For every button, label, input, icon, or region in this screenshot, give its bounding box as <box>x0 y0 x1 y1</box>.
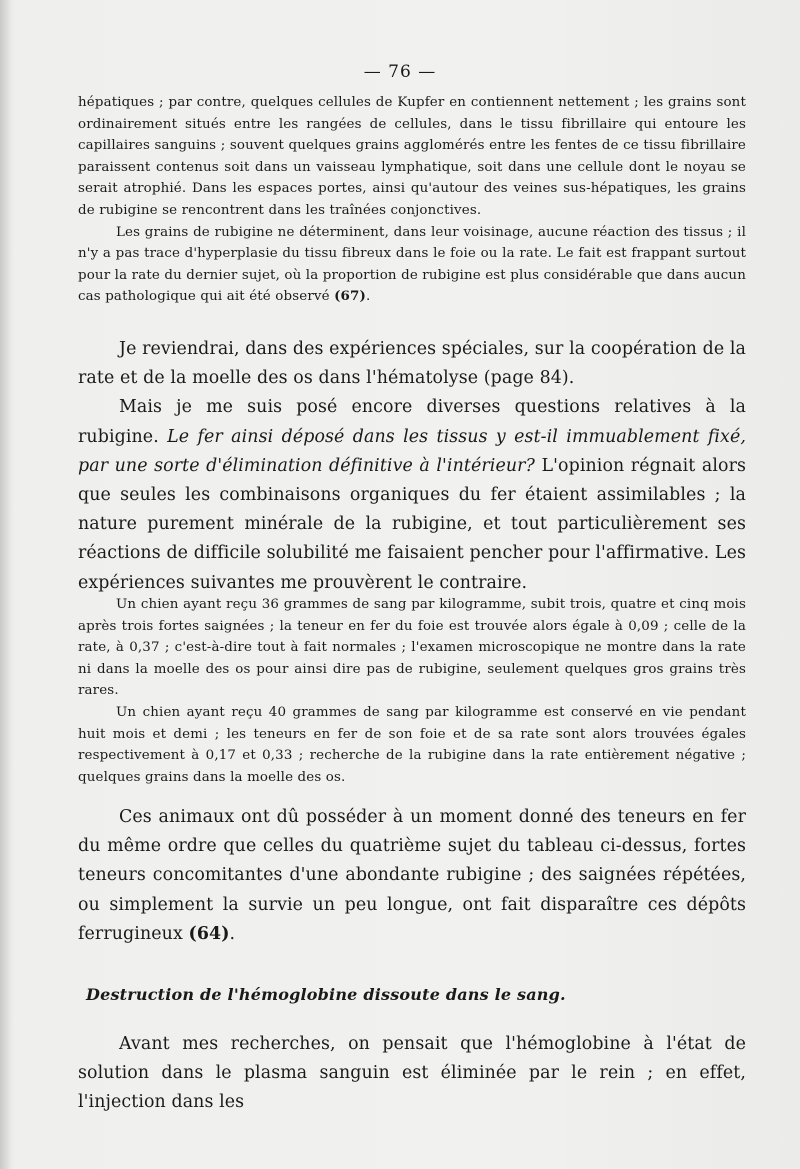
paragraph-text: Ces animaux ont dû posséder à un moment donné des teneurs en fer du même ordre que celles du quatrième sujet du tableau ci-dessus, fortes teneurs concomitantes d'une abondante rubigine ; des saignées répétées, ou simplement la survie un peu longue, ont fait disparaître ces dépôts ferrugineux <box>78 807 746 944</box>
paragraph-block-4 <box>78 803 746 949</box>
paragraph-end: . <box>365 289 371 305</box>
paragraph-block-2 <box>78 335 746 598</box>
paragraph-rubigine-grains <box>78 222 746 308</box>
italic-question: Le fer ainsi déposé dans les tissus y est-il immuablement fixé, par une sorte d'élimination définitive à l'intérieur? <box>78 426 746 476</box>
paragraph-animaux <box>78 803 746 949</box>
paragraph-text: Les grains de rubigine ne déterminent, dans leur voisinage, aucune réaction des tissus ; il n'y a pas trace d'hyperplasie du tissu fibreux dans le foie ou la rate. Le fait est frappant surtout pour la rate du dernier sujet, où la proportion de rubigine est plus considérable que dans aucun cas pathologique qui ait été observé <box>78 224 746 305</box>
paragraph-chien-36: Un chien ayant reçu 36 grammes de sang par kilogramme, subit trois, quatre et cinq mois après trois fortes saignées ; la teneur en fer du foie est trouvée alors égale à 0,09 ; celle de la rate, à 0,37 ; c'est-à-dire tout à fait normales ; l'examen microscopique ne montre dans la rate ni dans la moelle des os pour ainsi dire pas de rubigine, seulement quelques gros grains très rares. <box>78 597 746 699</box>
paragraph-block-5 <box>78 1030 746 1118</box>
citation-ref: (64) <box>188 923 230 944</box>
paragraph-end: . <box>229 923 236 944</box>
citation-ref: (67) <box>334 288 366 305</box>
paragraph-reviendrai: Je reviendrai, dans des expériences spéciales, sur la coopération de la rate et de la moelle des os dans l'hématolyse (page 84). <box>78 339 746 389</box>
paragraph-block-1 <box>78 92 746 308</box>
paragraph-text: Mais je me suis posé encore diverses questions relatives à la rubigine. <box>78 397 746 447</box>
section-heading: Destruction de l'hémoglobine dissoute dans le sang. <box>86 985 566 1004</box>
paragraph-avant: Avant mes recherches, on pensait que l'hémoglobine à l'état de solution dans le plasma sanguin est éliminée par le rein ; en effet, l'injection dans les <box>78 1034 746 1113</box>
paragraph-chien-40: Un chien ayant reçu 40 grammes de sang par kilogramme est conservé en vie pendant huit mois et demi ; les teneurs en fer de son foie et de sa rate sont alors trouvées égales respectivement à 0,17 et 0,33 ; recherche de la rubigine dans la rate entièrement négative ; quelques grains dans la moelle des os. <box>78 704 746 785</box>
page-binding-edge <box>0 0 10 1169</box>
paragraph-text-end: L'opinion régnait alors que seules les combinaisons organiques du fer étaient assimilables ; la nature purement minérale de la rubigine, et tout particulièrement ses réactions de difficile solubilité me faisaient pencher pour l'affirmative. Les expériences suivantes me prouvèrent le contraire. <box>78 455 747 593</box>
paragraph-questions <box>78 393 746 597</box>
paragraph-block-3 <box>78 594 746 788</box>
paragraph-hepatiques: hépatiques ; par contre, quelques cellules de Kupfer en contiennent nettement ; les grains sont ordinairement situés entre les rangées de cellules, dans le tissu fibrillaire qui entoure les capillaires sanguins ; souvent quelques grains agglomérés entre les fentes de ce tissu fibrillaire paraissent contenus soit dans un vaisseau lymphatique, soit dans une cellule dont le noyau se serait atrophié. Dans les espaces portes, ainsi qu'autour des veines sus-hépatiques, les grains de rubigine se rencontrent dans les traînées conjonctives. <box>78 95 746 218</box>
page-number: — 76 — <box>363 62 437 82</box>
